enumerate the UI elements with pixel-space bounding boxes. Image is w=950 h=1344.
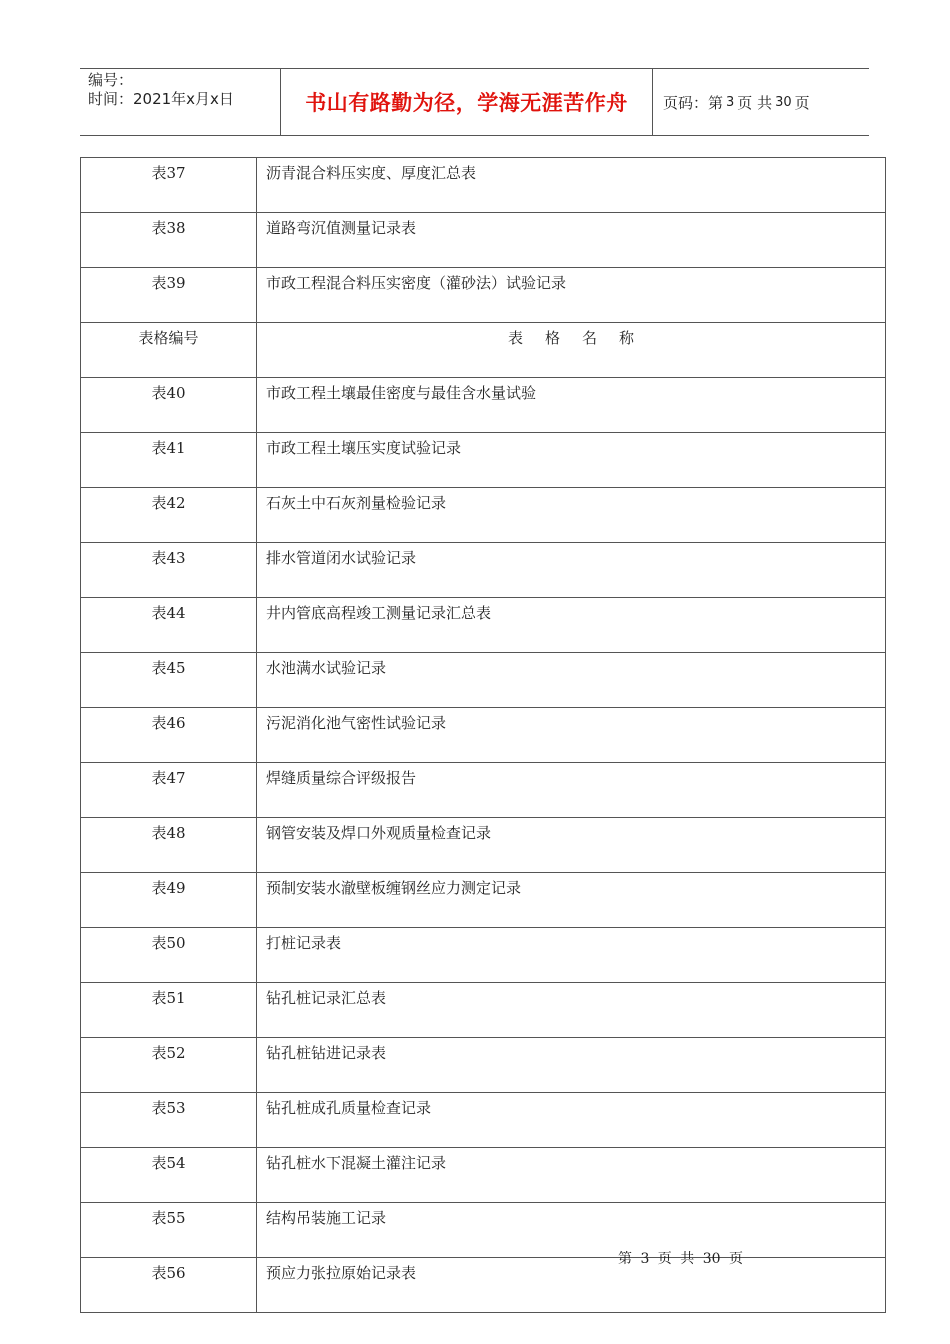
- column-header-code: 表格编号: [81, 323, 257, 378]
- form-code: 表50: [81, 928, 257, 983]
- form-name: 预应力张拉原始记录表: [257, 1258, 886, 1313]
- table-row: [81, 1258, 886, 1313]
- table-row: [81, 818, 886, 873]
- page-middle: 页 共: [737, 93, 773, 112]
- form-name: 钻孔桩成孔质量检查记录: [257, 1093, 886, 1148]
- table-row: [81, 378, 886, 433]
- page-total: 30: [775, 94, 792, 110]
- form-code: 表41: [81, 433, 257, 488]
- form-code: 表42: [81, 488, 257, 543]
- form-code: 表54: [81, 1148, 257, 1203]
- form-name: 沥青混合料压实度、厚度汇总表: [257, 158, 886, 213]
- table-row: [81, 488, 886, 543]
- column-header-name: 表格名称: [257, 323, 886, 378]
- form-name: 焊缝质量综合评级报告: [257, 763, 886, 818]
- form-code: 表51: [81, 983, 257, 1038]
- form-code: 表40: [81, 378, 257, 433]
- page-footer: 第 3 页 共 30 页: [618, 1251, 743, 1267]
- form-name: 排水管道闭水试验记录: [257, 543, 886, 598]
- page-prefix: 页码：第: [663, 93, 724, 112]
- table-row: [81, 1203, 886, 1258]
- form-code: 表46: [81, 708, 257, 763]
- form-name: 市政工程土壤压实度试验记录: [257, 433, 886, 488]
- form-code: 表53: [81, 1093, 257, 1148]
- form-code: 表56: [81, 1258, 257, 1313]
- form-name: 钻孔桩记录汇总表: [257, 983, 886, 1038]
- table-row: [81, 158, 886, 213]
- form-code: 表39: [81, 268, 257, 323]
- page-header: [80, 68, 869, 136]
- table-row: [81, 1093, 886, 1148]
- form-name: 市政工程土壤最佳密度与最佳含水量试验: [257, 378, 886, 433]
- form-name: 水池满水试验记录: [257, 653, 886, 708]
- number-label: 编号：: [88, 71, 134, 89]
- time-label: 时间：2021年x月x日: [88, 90, 234, 108]
- table-row: [81, 433, 886, 488]
- table-row: [81, 653, 886, 708]
- table-row: [81, 213, 886, 268]
- form-code: 表38: [81, 213, 257, 268]
- form-code: 表37: [81, 158, 257, 213]
- form-code: 表48: [81, 818, 257, 873]
- form-index-table: [80, 157, 886, 1313]
- form-name: 钻孔桩钻进记录表: [257, 1038, 886, 1093]
- page-current: 3: [726, 94, 735, 110]
- form-code: 表43: [81, 543, 257, 598]
- form-name: 市政工程混合料压实密度（灌砂法）试验记录: [257, 268, 886, 323]
- table-row: [81, 708, 886, 763]
- table-header-row: [81, 323, 886, 378]
- form-name: 井内管底高程竣工测量记录汇总表: [257, 598, 886, 653]
- form-code: 表49: [81, 873, 257, 928]
- header-motto: 书山有路勤为径，学海无涯苦作舟: [281, 69, 653, 135]
- form-name: 道路弯沉值测量记录表: [257, 213, 886, 268]
- form-code: 表47: [81, 763, 257, 818]
- table-row: [81, 543, 886, 598]
- table-row: [81, 763, 886, 818]
- header-page-info: [653, 69, 869, 135]
- form-name: 污泥消化池气密性试验记录: [257, 708, 886, 763]
- form-name: 钢管安装及焊口外观质量检查记录: [257, 818, 886, 873]
- form-code: 表52: [81, 1038, 257, 1093]
- page-suffix: 页: [794, 93, 810, 112]
- table-row: [81, 1148, 886, 1203]
- form-name: 预制安装水澈壁板缠钢丝应力测定记录: [257, 873, 886, 928]
- form-name: 结构吊装施工记录: [257, 1203, 886, 1258]
- form-code: 表44: [81, 598, 257, 653]
- table-row: [81, 1038, 886, 1093]
- table-row: [81, 598, 886, 653]
- header-meta: [80, 69, 281, 135]
- form-name: 石灰土中石灰剂量检验记录: [257, 488, 886, 543]
- table-row: [81, 873, 886, 928]
- table-row: [81, 928, 886, 983]
- form-code: 表55: [81, 1203, 257, 1258]
- table-row: [81, 983, 886, 1038]
- form-name: 钻孔桩水下混凝土灌注记录: [257, 1148, 886, 1203]
- table-row: [81, 268, 886, 323]
- form-code: 表45: [81, 653, 257, 708]
- form-name: 打桩记录表: [257, 928, 886, 983]
